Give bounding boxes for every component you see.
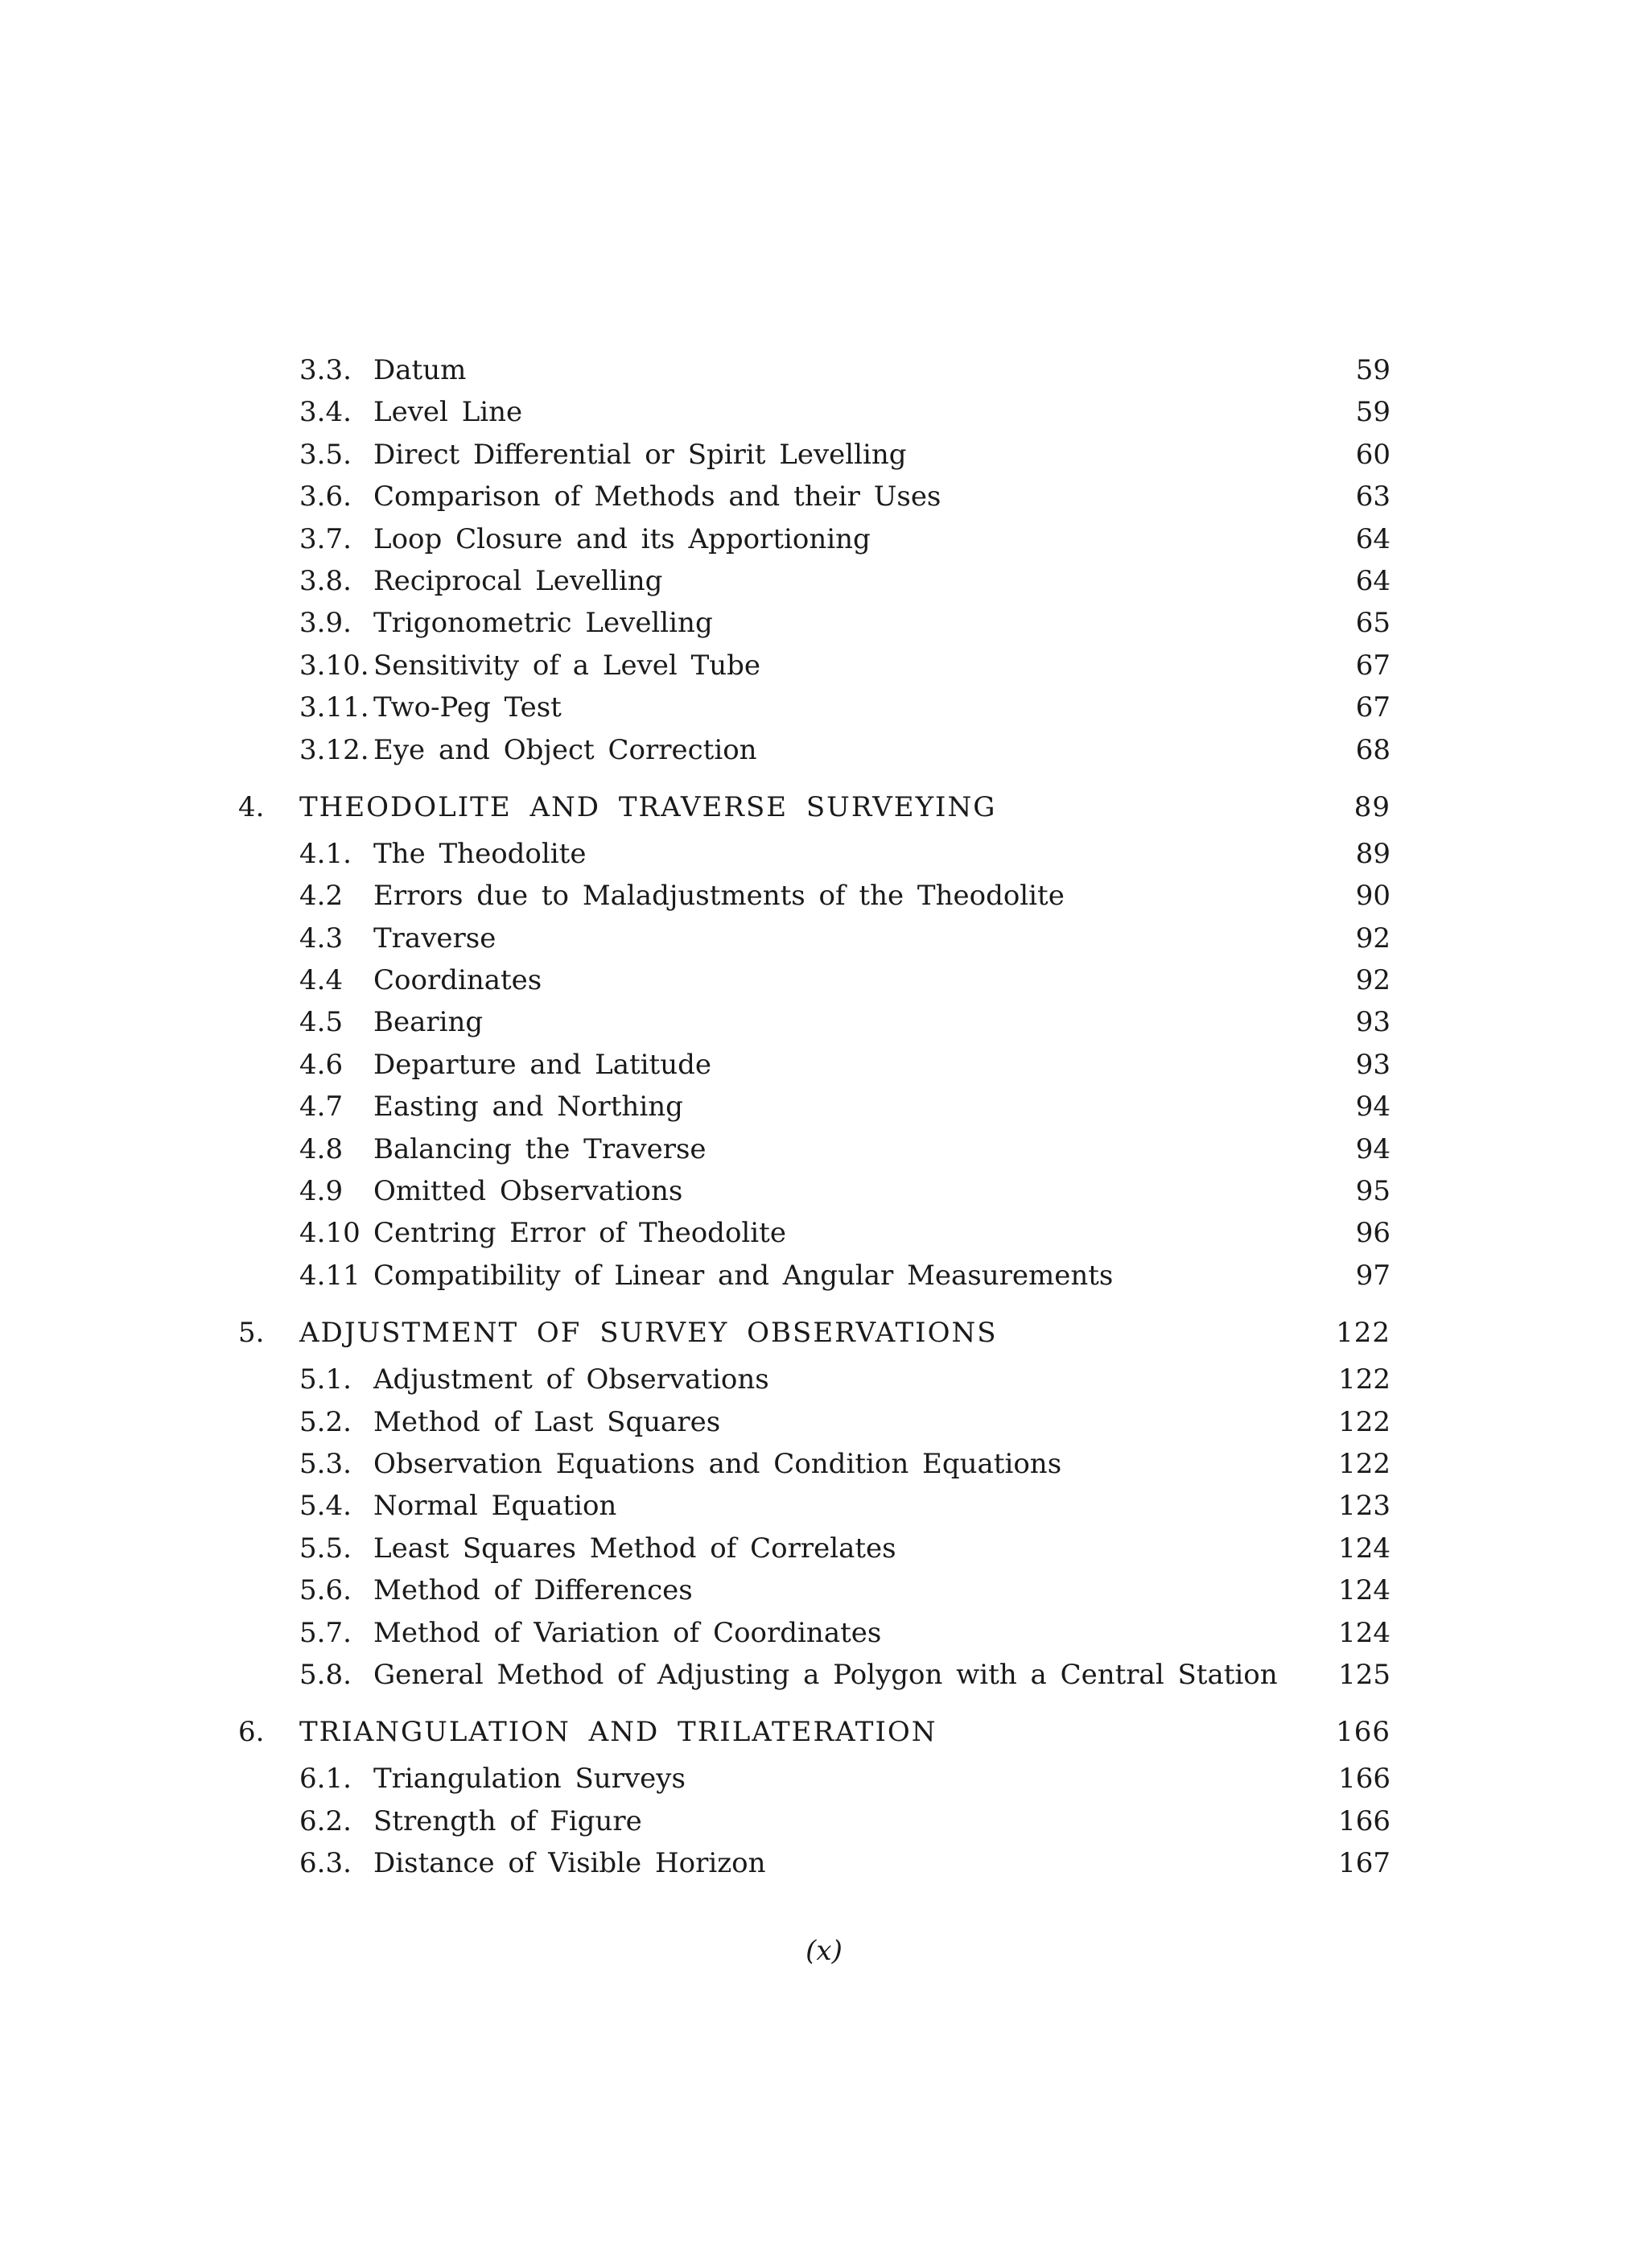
- toc-entry: [238, 391, 1390, 433]
- toc-entry-page: 122: [1338, 1447, 1390, 1480]
- toc-entry: [238, 1401, 1390, 1443]
- toc-chapter-title: TRIANGULATION AND TRILATERATION: [299, 1716, 937, 1749]
- toc-entry-page: 92: [1355, 964, 1390, 997]
- toc-entry-number: 5.6.: [299, 1574, 352, 1607]
- toc-entry: [238, 875, 1390, 917]
- toc-entry-number: 3.6.: [299, 480, 352, 513]
- toc-entry: [238, 687, 1390, 728]
- toc-entry-page: 122: [1338, 1363, 1390, 1396]
- toc-entry-title: Trigonometric Levelling: [373, 607, 713, 640]
- toc-entry-number: 5.5.: [299, 1532, 352, 1565]
- toc-entry-number: 4.3: [299, 922, 344, 955]
- toc-entry: [238, 434, 1390, 476]
- toc-entry-page: 95: [1355, 1175, 1390, 1208]
- toc-entry: [238, 560, 1390, 602]
- toc-entry: [238, 1842, 1390, 1884]
- toc-entry-title: Least Squares Method of Correlates: [373, 1532, 896, 1565]
- toc-entry-title: Departure and Latitude: [373, 1048, 711, 1081]
- toc-entry-title: Method of Differences: [373, 1574, 693, 1607]
- toc-entry-page: 92: [1355, 922, 1390, 955]
- toc-entry-page: 93: [1355, 1006, 1390, 1039]
- toc-entry-number: 3.7.: [299, 522, 352, 555]
- toc-entry-page: 67: [1355, 691, 1390, 724]
- toc-entry-number: 5.2.: [299, 1405, 352, 1438]
- toc-entry-number: 5.7.: [299, 1616, 352, 1649]
- toc-entry-title: Two-Peg Test: [373, 691, 562, 724]
- toc-entry: [238, 918, 1390, 959]
- toc-entry: [238, 645, 1390, 687]
- toc-entry-page: 89: [1355, 837, 1390, 870]
- toc-entry-number: 4.7: [299, 1091, 344, 1124]
- toc-entry-number: 3.4.: [299, 396, 352, 429]
- toc-entry-page: 65: [1355, 607, 1390, 640]
- toc-chapter-page: 122: [1336, 1317, 1390, 1350]
- toc-entry: [238, 1255, 1390, 1297]
- toc-chapter-title: THEODOLITE AND TRAVERSE SURVEYING: [299, 790, 997, 823]
- toc-entry-title: The Theodolite: [373, 837, 587, 870]
- toc-entry-page: 97: [1355, 1259, 1390, 1292]
- toc-entry-title: Compatibility of Linear and Angular Measurements: [373, 1259, 1114, 1292]
- toc-entry: [238, 1485, 1390, 1527]
- toc-chapter-number: 5.: [238, 1317, 265, 1350]
- toc-entry-title: Direct Differential or Spirit Levelling: [373, 438, 907, 471]
- toc-entry: [238, 729, 1390, 771]
- toc-entry-number: 4.5: [299, 1006, 344, 1039]
- toc-entry-number: 5.3.: [299, 1447, 352, 1480]
- toc-entry: [238, 349, 1390, 391]
- toc-entry: [238, 1528, 1390, 1569]
- toc-entry-page: 93: [1355, 1048, 1390, 1081]
- toc-entry-page: 94: [1355, 1091, 1390, 1124]
- toc-entry: [238, 1359, 1390, 1400]
- toc-entry-title: Distance of Visible Horizon: [373, 1847, 766, 1880]
- toc-entry-title: Triangulation Surveys: [373, 1763, 686, 1796]
- table-of-contents: [238, 349, 1390, 1885]
- toc-entry: [238, 833, 1390, 875]
- toc-chapter-heading: [238, 1711, 1390, 1753]
- toc-entry: [238, 518, 1390, 560]
- toc-entry-page: 59: [1355, 396, 1390, 429]
- toc-entry-page: 59: [1355, 354, 1390, 386]
- toc-entry-page: 96: [1355, 1217, 1390, 1250]
- toc-entry: [238, 1086, 1390, 1128]
- toc-chapter-page: 166: [1336, 1716, 1390, 1749]
- toc-entry-page: 64: [1355, 564, 1390, 597]
- toc-entry-title: Omitted Observations: [373, 1175, 683, 1208]
- toc-entry-number: 4.10: [299, 1217, 360, 1250]
- toc-entry-number: 4.8: [299, 1132, 344, 1165]
- toc-entry-title: Observation Equations and Condition Equations: [373, 1447, 1062, 1480]
- toc-entry-number: 3.10.: [299, 649, 369, 682]
- toc-entry: [238, 1654, 1390, 1696]
- toc-entry-page: 124: [1338, 1616, 1390, 1649]
- toc-entry-title: Easting and Northing: [373, 1091, 683, 1124]
- toc-entry-title: Loop Closure and its Apportioning: [373, 522, 871, 555]
- toc-entry-page: 166: [1338, 1763, 1390, 1796]
- toc-entry-page: 122: [1338, 1405, 1390, 1438]
- toc-entry-number: 4.11: [299, 1259, 360, 1292]
- toc-entry-title: Reciprocal Levelling: [373, 564, 663, 597]
- toc-chapter-number: 4.: [238, 790, 265, 823]
- toc-entry-page: 125: [1338, 1658, 1390, 1691]
- toc-entry-title: Bearing: [373, 1006, 484, 1039]
- toc-entry-number: 6.2.: [299, 1804, 352, 1837]
- toc-entry-page: 123: [1338, 1490, 1390, 1523]
- toc-entry-page: 60: [1355, 438, 1390, 471]
- toc-entry-page: 124: [1338, 1532, 1390, 1565]
- toc-entry-number: 6.3.: [299, 1847, 352, 1880]
- toc-entry-number: 3.3.: [299, 354, 352, 386]
- toc-entry: [238, 1001, 1390, 1043]
- toc-entry-title: Centring Error of Theodolite: [373, 1217, 786, 1250]
- toc-chapter-title: ADJUSTMENT OF SURVEY OBSERVATIONS: [299, 1317, 998, 1350]
- toc-chapter-heading: [238, 786, 1390, 828]
- toc-entry-title: General Method of Adjusting a Polygon with a Central Station: [373, 1658, 1278, 1691]
- toc-entry-number: 3.9.: [299, 607, 352, 640]
- toc-entry: [238, 959, 1390, 1001]
- toc-entry-number: 4.1.: [299, 837, 352, 870]
- toc-entry-title: Balancing the Traverse: [373, 1132, 707, 1165]
- toc-entry-page: 64: [1355, 522, 1390, 555]
- toc-entry-page: 167: [1338, 1847, 1390, 1880]
- toc-entry-number: 4.2: [299, 880, 344, 913]
- toc-chapter-number: 6.: [238, 1716, 265, 1749]
- toc-entry-title: Sensitivity of a Level Tube: [373, 649, 761, 682]
- toc-entry-page: 90: [1355, 880, 1390, 913]
- toc-entry-number: 3.12.: [299, 733, 369, 766]
- toc-entry-title: Traverse: [373, 922, 496, 955]
- toc-entry: [238, 1800, 1390, 1842]
- toc-entry: [238, 1569, 1390, 1611]
- toc-entry-title: Method of Last Squares: [373, 1405, 721, 1438]
- toc-chapter-page: 89: [1353, 790, 1390, 823]
- toc-entry-title: Comparison of Methods and their Uses: [373, 480, 941, 513]
- toc-entry-title: Adjustment of Observations: [373, 1363, 769, 1396]
- toc-chapter-heading: [238, 1312, 1390, 1354]
- toc-entry-page: 68: [1355, 733, 1390, 766]
- toc-entry-number: 5.8.: [299, 1658, 352, 1691]
- toc-entry-title: Errors due to Maladjustments of the Theodolite: [373, 880, 1065, 913]
- toc-entry-page: 166: [1338, 1804, 1390, 1837]
- toc-entry: [238, 602, 1390, 644]
- toc-entry: [238, 1170, 1390, 1212]
- toc-entry: [238, 476, 1390, 518]
- toc-entry: [238, 1758, 1390, 1800]
- toc-entry-title: Eye and Object Correction: [373, 733, 757, 766]
- toc-entry-number: 3.11.: [299, 691, 369, 724]
- toc-entry: [238, 1128, 1390, 1170]
- toc-entry-number: 5.1.: [299, 1363, 352, 1396]
- toc-entry-title: Normal Equation: [373, 1490, 617, 1523]
- toc-entry-number: 4.6: [299, 1048, 344, 1081]
- toc-entry: [238, 1443, 1390, 1485]
- toc-entry: [238, 1612, 1390, 1654]
- toc-entry-page: 67: [1355, 649, 1390, 682]
- toc-entry-page: 94: [1355, 1132, 1390, 1165]
- toc-entry-number: 6.1.: [299, 1763, 352, 1796]
- toc-entry: [238, 1212, 1390, 1254]
- toc-entry-number: 3.8.: [299, 564, 352, 597]
- toc-entry-page: 124: [1338, 1574, 1390, 1607]
- toc-entry-title: Level Line: [373, 396, 523, 429]
- toc-entry-number: 3.5.: [299, 438, 352, 471]
- toc-entry-title: Strength of Figure: [373, 1804, 642, 1837]
- page-folio: (x): [805, 1935, 843, 1967]
- toc-entry-number: 5.4.: [299, 1490, 352, 1523]
- toc-entry: [238, 1044, 1390, 1086]
- toc-entry-title: Coordinates: [373, 964, 542, 997]
- toc-entry-number: 4.9: [299, 1175, 344, 1208]
- toc-entry-page: 63: [1355, 480, 1390, 513]
- toc-entry-title: Datum: [373, 354, 467, 386]
- toc-entry-number: 4.4: [299, 964, 344, 997]
- toc-entry-title: Method of Variation of Coordinates: [373, 1616, 882, 1649]
